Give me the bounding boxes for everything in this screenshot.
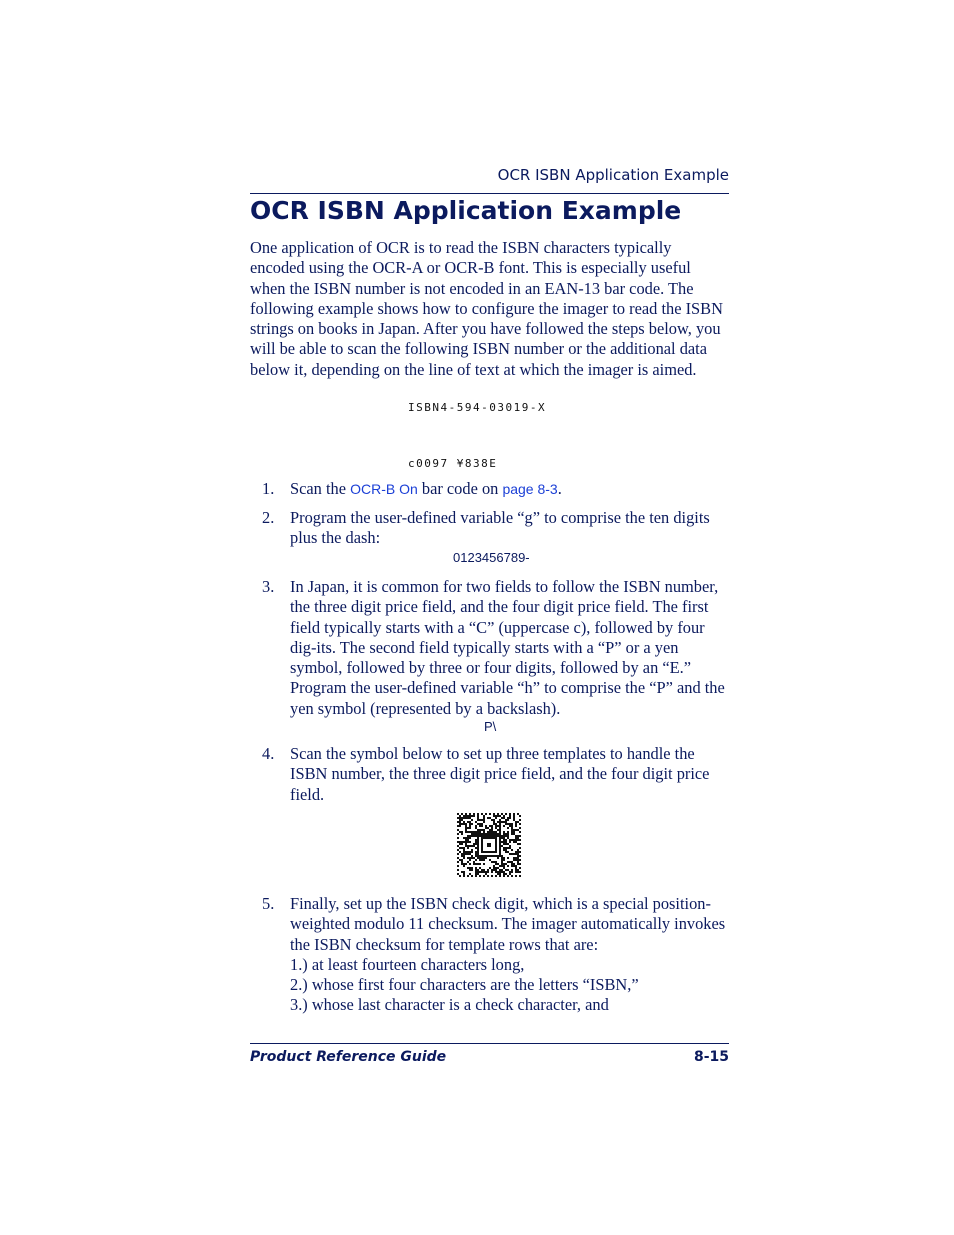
isbn-ocr-sample: ISBN4-594-03019-X <box>408 401 547 414</box>
running-header: OCR ISBN Application Example <box>497 166 729 184</box>
condition-2: 2.) whose first four characters are the letters “ISBN,” <box>290 975 639 995</box>
section-title: OCR ISBN Application Example <box>250 196 682 225</box>
step-number: 2. <box>262 508 275 527</box>
step-text: Program the user-defined variable “g” to comprise the ten digits plus the dash: <box>290 508 710 548</box>
aztec-barcode-icon[interactable] <box>457 813 521 877</box>
footer-guide-title: Product Reference Guide <box>250 1049 447 1065</box>
variable-h-value: P\ <box>484 719 497 734</box>
step-text: bar code on <box>417 479 503 498</box>
step-text: . <box>557 479 562 498</box>
footer-rule <box>250 1043 729 1044</box>
header-rule <box>250 193 729 194</box>
step-number: 4. <box>262 744 275 763</box>
condition-1: 1.) at least fourteen characters long, <box>290 954 525 974</box>
intro-paragraph: One application of OCR is to read the ISBN characters typically encoded using the OCR-A or OCR-B font. This is especially useful when the ISBN number is not encoded in an EAN-13 bar code. The following example shows how to configure the imager to read the ISBN strings on books in Japan. After you have followed the steps below, you will be able to scan the following ISBN number or the additional data below it, depending on the line of text at which the imager is aimed. <box>250 238 723 379</box>
step-number: 1. <box>262 479 275 498</box>
condition-3: 3.) whose last character is a check character, and <box>290 995 609 1015</box>
step-number: 3. <box>262 577 275 596</box>
price-ocr-sample: c0097 ¥838E <box>408 457 498 470</box>
page-reference-link[interactable]: page 8-3 <box>502 481 558 497</box>
ocr-b-on-link[interactable]: OCR-B On <box>350 481 418 497</box>
step-text: Scan the <box>290 479 351 498</box>
footer-page-number: 8-15 <box>693 1049 729 1065</box>
step-text: Finally, set up the ISBN check digit, which is a special position-weighted modulo 11 checksum. The imager automatically invokes the ISBN checksum for template rows that are: <box>290 894 726 954</box>
step-number: 5. <box>262 894 275 913</box>
step-text: In Japan, it is common for two fields to follow the ISBN number, the three digit price field, and the four digit price field. The first field typically starts with a “C” (uppercase c), followed by four dig-its. The second field typically starts with a “P” or a yen symbol, followed by three or four digits, followed by an “E.” Program the user-defined variable “h” to comprise the “P” and the yen symbol (represented by a backslash). <box>290 577 725 718</box>
variable-g-value: 0123456789- <box>453 550 530 565</box>
step-text: Scan the symbol below to set up three templates to handle the ISBN number, the three digit price field, and the four digit price field. <box>290 744 710 804</box>
